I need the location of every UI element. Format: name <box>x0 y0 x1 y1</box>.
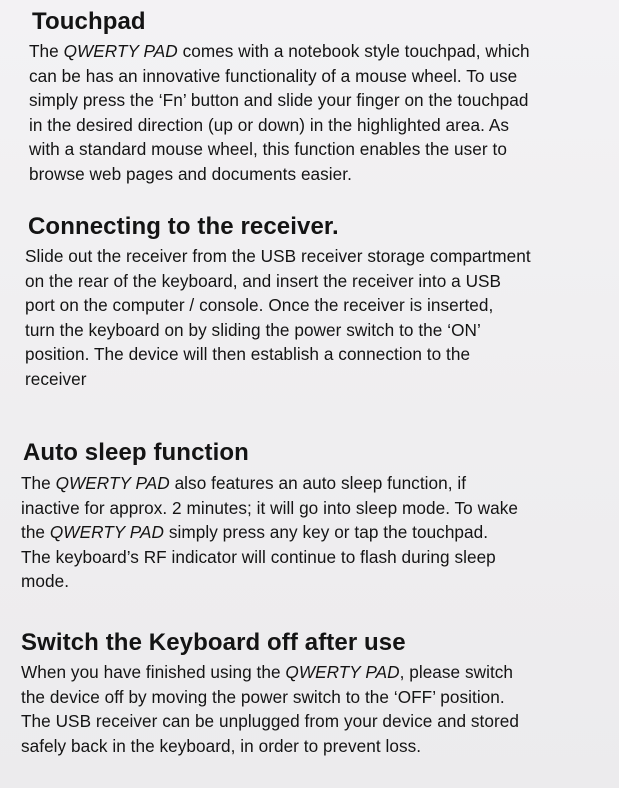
text-run: The <box>21 473 56 493</box>
text-run: position. The device will then establish a connection to the <box>25 344 471 365</box>
text-run: on the rear of the keyboard, and insert the receiver into a USB <box>25 270 502 291</box>
section-body <box>0 660 619 758</box>
product-name: QWERTY PAD <box>49 522 165 543</box>
body-text-line <box>21 734 619 759</box>
body-text-line <box>25 293 619 318</box>
section-touchpad <box>0 7 619 187</box>
text-run: mode. <box>21 571 70 592</box>
text-run: The <box>29 41 64 61</box>
section-connecting-receiver <box>0 212 619 392</box>
text-run: with a standard mouse wheel, this function enables the user to <box>29 139 507 160</box>
text-run: , please switch <box>399 662 514 682</box>
body-text-line <box>21 520 619 545</box>
text-run: simply press any key or tap the touchpad. <box>164 522 489 543</box>
text-run: port on the computer / console. Once the receiver is inserted, <box>25 295 494 316</box>
text-run: inactive for approx. 2 minutes; it will go into sleep mode. To wake <box>21 497 518 518</box>
body-text-line <box>21 569 619 594</box>
body-text-line <box>21 496 619 521</box>
body-text-line <box>29 64 619 89</box>
text-run: turn the keyboard on by sliding the power switch to the ‘ON’ <box>25 319 481 340</box>
text-run: Slide out the receiver from the USB receiver storage compartment <box>25 246 531 266</box>
text-run: receiver <box>25 368 87 389</box>
body-text-line <box>29 39 619 64</box>
product-name: QWERTY PAD <box>285 662 400 682</box>
section-body <box>0 471 619 594</box>
body-text-line <box>21 471 619 496</box>
section-heading: Connecting to the receiver. <box>28 213 339 240</box>
body-text-line <box>25 318 619 343</box>
body-text-line <box>21 545 619 570</box>
body-text-line <box>29 113 619 138</box>
text-run: the device off by moving the power switch to the ‘OFF’ position. <box>21 686 505 707</box>
section-auto-sleep <box>0 438 619 594</box>
text-run: can be has an innovative functionality of a mouse wheel. To use <box>29 65 518 86</box>
section-switch-off <box>0 628 619 758</box>
section-body <box>0 244 619 392</box>
text-run: also features an auto sleep function, if <box>169 473 467 493</box>
text-run: When you have finished using the <box>21 662 286 682</box>
text-run: The USB receiver can be unplugged from your device and stored <box>21 711 519 732</box>
body-text-line <box>29 88 619 113</box>
body-text-line <box>25 269 619 294</box>
body-text-line <box>25 244 619 269</box>
text-run: in the desired direction (up or down) in the highlighted area. As <box>29 114 510 135</box>
text-run: the <box>21 522 50 543</box>
body-text-line <box>25 367 619 392</box>
body-text-line <box>29 162 619 187</box>
body-text-line <box>21 709 619 734</box>
body-text-line <box>29 137 619 162</box>
text-run: safely back in the keyboard, in order to prevent loss. <box>21 735 422 756</box>
body-text-line <box>25 342 619 367</box>
text-run: browse web pages and documents easier. <box>29 163 352 184</box>
text-run: comes with a notebook style touchpad, which <box>177 41 530 61</box>
section-heading: Touchpad <box>32 8 146 35</box>
body-text-line <box>21 685 619 710</box>
product-name: QWERTY PAD <box>55 473 170 493</box>
body-text-line <box>21 660 619 685</box>
section-heading: Switch the Keyboard off after use <box>21 629 406 656</box>
product-name: QWERTY PAD <box>63 41 178 61</box>
section-body <box>0 39 619 187</box>
text-run: The keyboard’s RF indicator will continue to flash during sleep <box>21 546 496 567</box>
text-run: simply press the ‘Fn’ button and slide your finger on the touchpad <box>29 90 529 111</box>
section-heading: Auto sleep function <box>23 439 249 466</box>
